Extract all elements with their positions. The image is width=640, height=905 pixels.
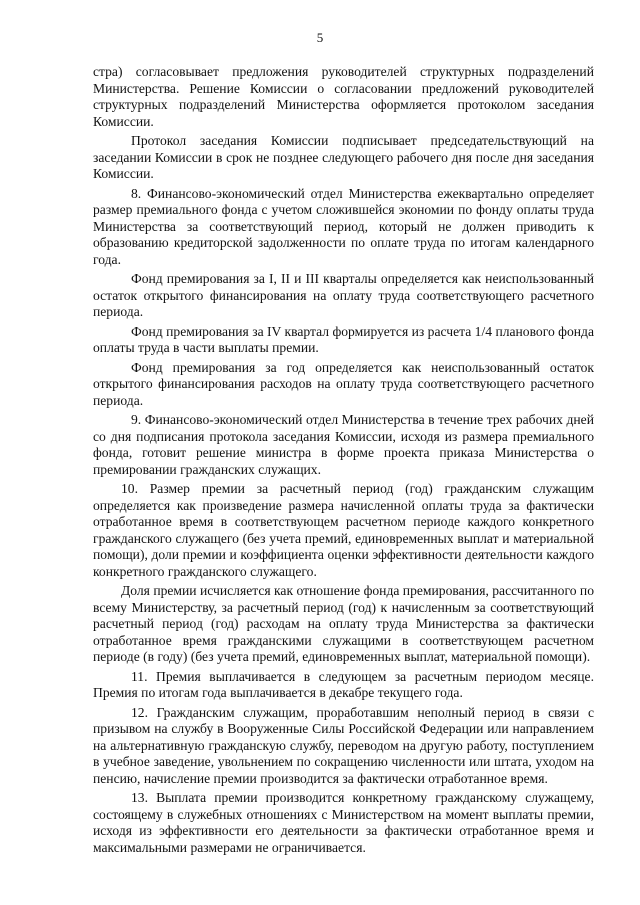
- paragraph-item-12: 12. Гражданским служащим, проработавшим неполный период в связи с призывом на службу в Вооруженные Силы Российской Федерации или направлением на альтернативную гражданскую службу, переводом на другую работу, поступлением в учебное заведение, увольнением по сокращению численности или штата, уходом на пенсию, начисление премии производится за фактически отработанное время.: [93, 704, 594, 786]
- paragraph-item-13: 13. Выплата премии производится конкретному гражданскому служащему, состоящему в служебных отношениях с Министерством на момент выплаты премии, исходя из эффективности его деятельности за фактически отработанное время и максимальными размерами не ограничивается.: [93, 790, 594, 855]
- paragraph-fund-quarters: Фонд премирования за I, II и III кварталы определяется как неиспользованный остаток открытого финансирования на оплату труда соответствующего расчетного периода.: [93, 271, 594, 319]
- paragraph-bonus-share: Доля премии исчисляется как отношение фонда премирования, рассчитанного по всему Министерству, за расчетный период (год) к начисленным за соответствующий расчетный период (год) расходам на оплату труда Министерства за фактически отработанное время гражданскими служащими в соответствующем расчетном периоде (в году) (без учета премий, единовременных выплат, материальной помощи).: [93, 583, 594, 664]
- paragraph-continuation: стра) согласовывает предложения руководителей структурных подразделений Министерства. Решение Комиссии о согласовании предложений руководителей структурных подразделений Министерства оформляется протоколом заседания Комиссии.: [93, 64, 594, 129]
- paragraph-protocol-signing: Протокол заседания Комиссии подписывает председательствующий на заседании Комиссии в срок не позднее следующего рабочего дня после дня заседания Комиссии.: [93, 133, 594, 181]
- page-number: 5: [316, 30, 324, 45]
- paragraph-item-9: 9. Финансово-экономический отдел Министерства в течение трех рабочих дней со дня подписания протокола заседания Комиссии, исходя из размера премиального фонда, готовит решение министра в форме проекта приказа Министерства о премировании гражданских служащих.: [93, 412, 594, 477]
- paragraph-item-11: 11. Премия выплачивается в следующем за расчетным периодом месяце. Премия по итогам года выплачивается в декабре текущего года.: [93, 668, 594, 700]
- paragraph-item-10: 10. Размер премии за расчетный период (год) гражданским служащим определяется как произведение размера начисленной оплаты труда за фактически отработанное время в соответствующем расчетном периоде каждого конкретного гражданского служащего (без учета премий, единовременных выплат и материальной помощи), доли премии и коэффициента оценки эффективности деятельности каждого конкретного гражданского служащего.: [93, 481, 594, 579]
- paragraph-item-8: 8. Финансово-экономический отдел Министерства ежеквартально определяет размер премиального фонда с учетом сложившейся экономии по фонду оплаты труда Министерства за соответствующий период, который не должен приводить к образованию кредиторской задолженности по оплате труда по итогам календарного года.: [93, 185, 594, 267]
- paragraph-fund-q4: Фонд премирования за IV квартал формируется из расчета 1/4 планового фонда оплаты труда в части выплаты премии.: [93, 323, 594, 355]
- document-body: [93, 64, 594, 859]
- paragraph-fund-year: Фонд премирования за год определяется как неиспользованный остаток открытого финансирования расходов на оплату труда соответствующего расчетного периода.: [93, 359, 594, 408]
